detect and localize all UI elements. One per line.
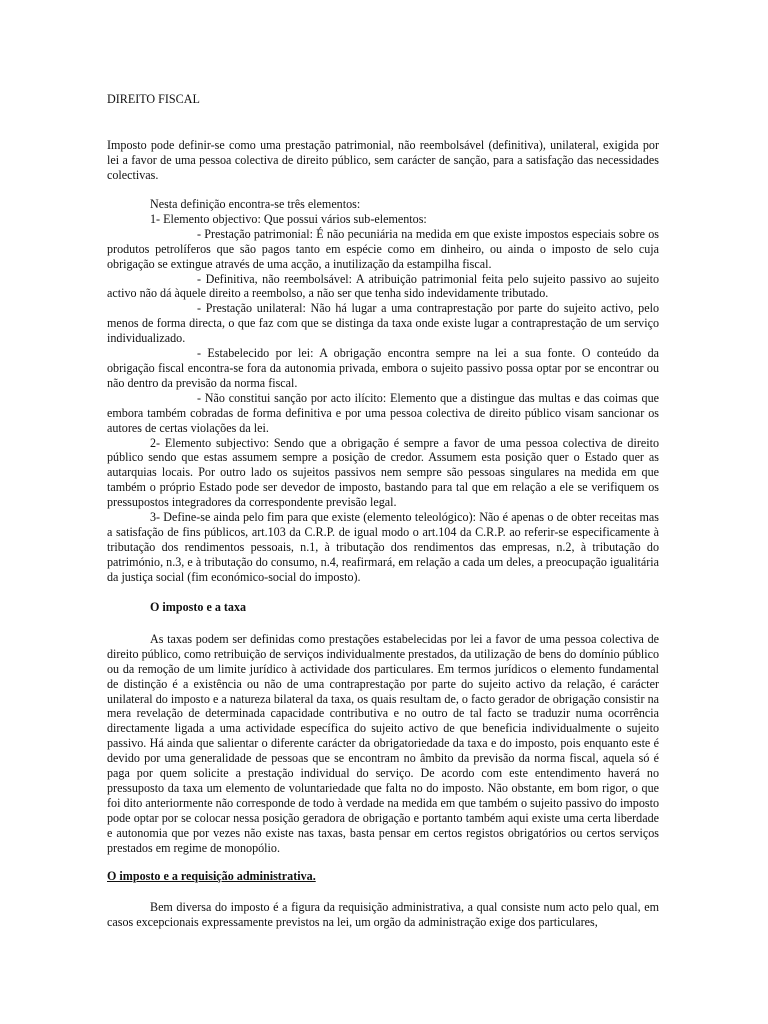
element-teleologico: 3- Define-se ainda pelo fim para que existe (elemento teleológico): Não é apenas o de obter receitas mas a satisfação de fins públicos, art.103 da C.R.P. de igual modo o art.104 da C.R.P. ao referir-se especificamente à tributação dos rendimentos pessoais, n.1, à tributação dos rendimentos das empresas, n.2, à tributação do património, n.3, e à tributação do consumo, n.4, reafirmará, em relação a cada um deles, a preocupação igualitária da justiça social (fim económico-social do imposto).	[107, 510, 659, 584]
sub-element-nao-sancao: - Não constitui sanção por acto ilícito: Elemento que a distingue das multas e das coimas que embora também cobradas de forma definitiva e por uma pessoa colectiva de direito público visam sancionar os autores de certas violações da lei.	[107, 390, 659, 435]
elements-block	[107, 197, 659, 585]
section-taxa-heading: O imposto e a taxa	[150, 600, 247, 614]
element-objectivo: 1- Elemento objectivo: Que possui vários sub-elementos:	[150, 211, 427, 226]
sub-element-estabelecido-por-lei: - Estabelecido por lei: A obrigação encontra sempre na lei a sua fonte. O conteúdo da obrigação fiscal encontra-se fora da autonomia privada, embora o sujeito passivo possa optar por se encontrar ou não dentro da previsão da norma fiscal.	[107, 346, 659, 390]
section-taxa-body: As taxas podem ser definidas como prestações estabelecidas por lei a favor de uma pessoa colectiva de direito público, como retribuição de serviços individualmente prestados, da utilização de bens do domínio público ou da remoção de um limite jurídico à actividade dos particulares. Em termos jurídicos o elemento fundamental de distinção é a existência ou não de uma contraprestação por parte do sujeito activo da relação, é carácter unilateral do imposto e a natureza bilateral da taxa, os quais resultam de, o facto gerador de obrigação consistir na mera revelação de determinada capacidade contributiva e no outro de tal facto se traduzir numa ocorrência directamente ligada a uma actividade específica do sujeito activo de que beneficia individualmente o sujeito passivo. Há ainda que salientar o diferente carácter da obrigatoriedade da taxa e do imposto, pois enquanto este é devido por uma generalidade de pessoas que se encontram no âmbito da previsão da norma fiscal, aquela só é paga por quem solicite a prestação individual do serviço. De acordo com este entendimento haverá no pressuposto da taxa um elemento de voluntariedade que falta no do imposto. Não obstante, em bom rigor, o que foi dito anteriormente não corresponde de todo à verdade na medida em que também o sujeito passivo do imposto pode optar por se colocar nessa posição geradora de obrigação e portanto também aqui existe uma certa liberdade e autonomia que por vezes não existe nas taxas, basta pensar em certos registos obrigatórios ou certos serviços prestados em regime de monopólio.	[107, 631, 659, 855]
element-subjectivo: 2- Elemento subjectivo: Sendo que a obrigação é sempre a favor de uma pessoa colectiva de direito público sendo que estas assumem sempre a posição de credor. Assumem esta posição quer o Estado quer as autarquias locais. Por outro lado os sujeitos passivos nem sempre são pessoas singulares na medida em que também o próprio Estado pode ser devedor de imposto, bastando para tal que em relação a ele se verifiquem os pressupostos integradores da correspondente previsão legal.	[107, 435, 659, 510]
document-title: DIREITO FISCAL	[107, 92, 200, 106]
section-requisicao-heading: O imposto e a requisição administrativa.	[107, 869, 316, 883]
section-taxa	[107, 600, 659, 856]
sub-element-definitiva: - Definitiva, não reembolsável: A atribuição patrimonial feita pelo sujeito passivo ao sujeito activo não dá àquele direito a reembolso, a não ser que tenha sido indevidamente tributado.	[107, 271, 659, 301]
sub-element-prestacao-patrimonial: - Prestação patrimonial: É não pecuniária na medida em que existe impostos especiais sobre os produtos petrolíferos que são pagos tanto em espécie como em dinheiro, ou ainda o imposto de selo cuja obrigação se extingue através de uma acção, a inutilização da estampilha fiscal.	[107, 226, 659, 271]
section-requisicao-body: Bem diversa do imposto é a figura da requisição administrativa, a qual consiste num acto pelo qual, em casos excepcionais expressamente previstos na lei, um orgão da administração exige dos particulares,	[107, 899, 659, 929]
elements-lead: Nesta definição encontra-se três elementos:	[150, 197, 361, 211]
intro-paragraph: Imposto pode definir-se como uma prestação patrimonial, não reembolsável (definitiva), unilateral, exigida por lei a favor de uma pessoa colectiva de direito público, sem carácter de sanção, para a satisfação das necessidades colectivas.	[107, 138, 659, 182]
section-requisicao	[107, 869, 659, 930]
sub-element-unilateral: - Prestação unilateral: Não há lugar a uma contraprestação por parte do sujeito activo, pelo menos de forma directa, o que faz com que se distinga da taxa onde existe lugar a contraprestação de um serviço individualizado.	[107, 301, 659, 346]
intro-block	[107, 138, 659, 183]
